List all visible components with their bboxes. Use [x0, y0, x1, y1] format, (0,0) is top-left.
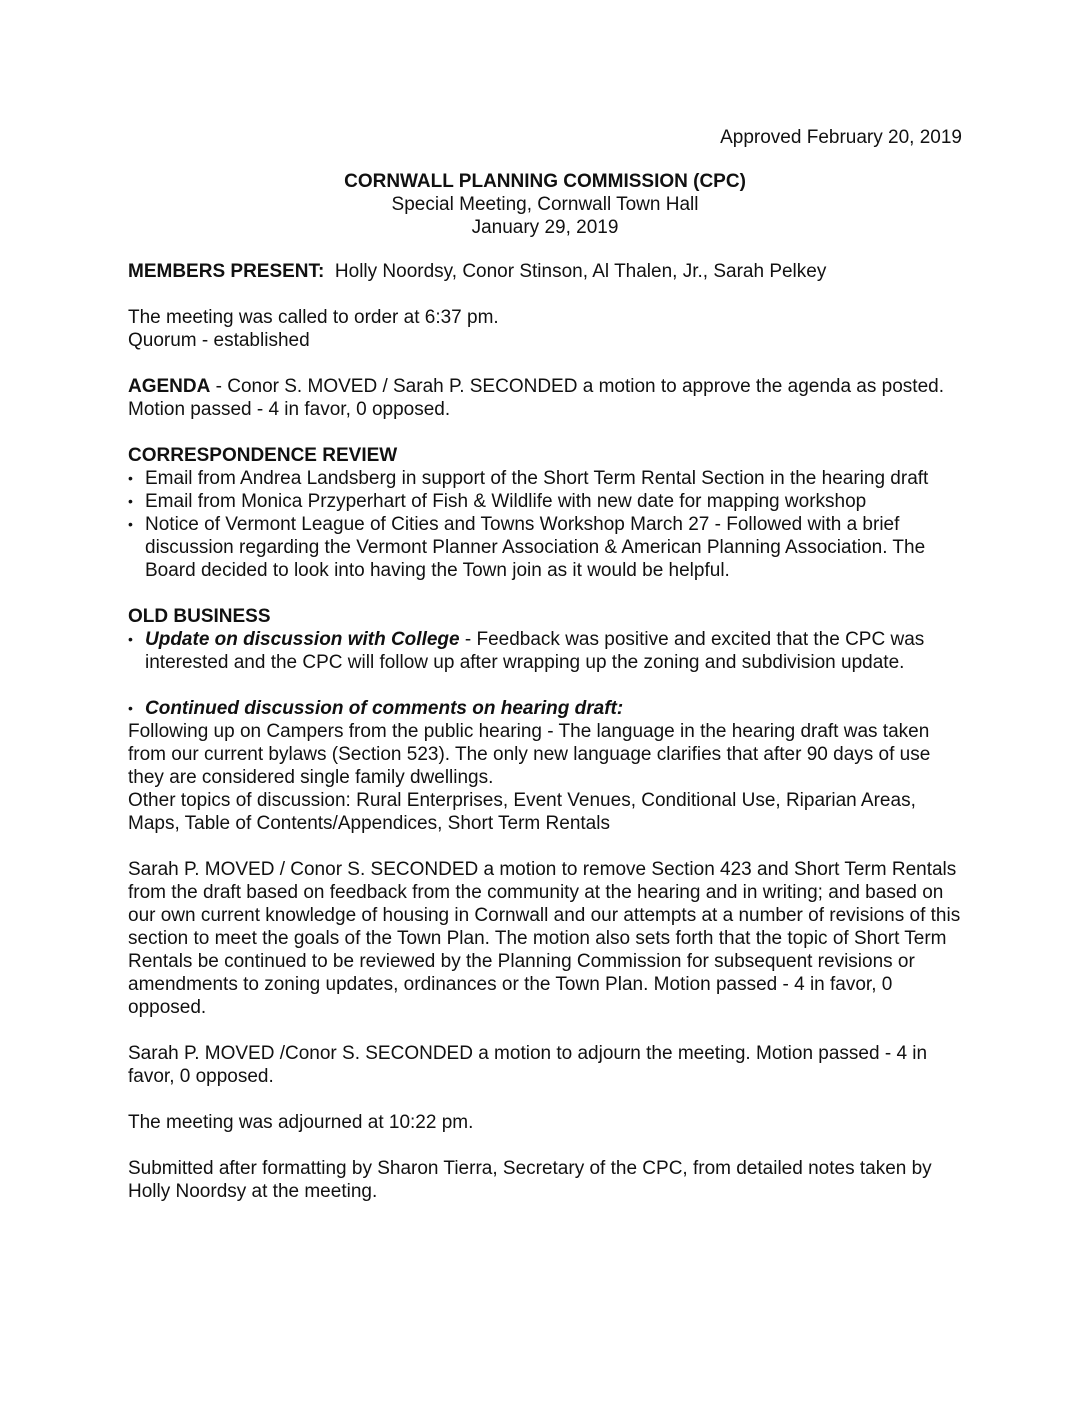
quorum-status: Quorum - established: [128, 330, 310, 351]
motion-adjourn: Sarah P. MOVED /Conor S. SECONDED a motion to adjourn the meeting. Motion passed - 4 in favor, 0 opposed.: [128, 1043, 928, 1087]
agenda-label: AGENDA: [128, 376, 211, 397]
members-names: Holly Noordsy, Conor Stinson, Al Thalen, Jr., Sarah Pelkey: [334, 261, 827, 282]
motion-short-term-rentals: Sarah P. MOVED / Conor S. SECONDED a motion to remove Section 423 and Short Term Rentals from the draft based on feedback from the community at the hearing and in writing; and based on our own current knowledge of housing in Cornwall and our attempts at a number of revisions of this section to meet the goals of the Town Plan. The motion also sets forth that the topic of Short Term Rentals be continued to be reviewed by the Planning Commission for subsequent revisions or amendments to zoning updates, ordinances or the Town Plan. Motion passed - 4 in favor, 0 opposed.: [128, 859, 961, 1018]
college-update-text: - Feedback was positive and excited that the CPC was interested and the CPC will follow up after wrapping up the zoning and subdivision update.: [145, 629, 925, 673]
other-topics: Other topics of discussion: Rural Enterprises, Event Venues, Conditional Use, Riparian Areas, Maps, Table of Contents/Appendices, Short Term Rentals: [128, 790, 916, 834]
members-label: MEMBERS PRESENT:: [128, 261, 325, 282]
meeting-location: Special Meeting, Cornwall Town Hall: [391, 194, 699, 215]
call-to-order: [128, 306, 962, 352]
bullet-icon: •: [128, 631, 133, 647]
agenda-section: [128, 375, 962, 421]
campers-discussion: Following up on Campers from the public hearing - The language in the hearing draft was taken from our current bylaws (Section 523). The only new language clarifies that after 90 days of use they are considered single family dwellings.: [128, 721, 931, 788]
correspondence-title: CORRESPONDENCE REVIEW: [128, 445, 398, 466]
minutes-page: [128, 126, 962, 1226]
call-to-order-time: The meeting was called to order at 6:37 pm.: [128, 307, 499, 328]
hearing-draft-label: Continued discussion of comments on hearing draft:: [145, 698, 624, 719]
correspondence-item-text: Email from Andrea Landsberg in support of the Short Term Rental Section in the hearing draft: [145, 468, 929, 489]
adjourned-time: The meeting was adjourned at 10:22 pm.: [128, 1112, 474, 1133]
list-item: [128, 490, 962, 513]
meeting-date: January 29, 2019: [471, 217, 619, 238]
correspondence-section: [128, 444, 962, 582]
list-item: [128, 467, 962, 490]
organization-title: CORNWALL PLANNING COMMISSION (CPC): [344, 171, 746, 192]
list-item: [128, 697, 962, 720]
old-business-section: [128, 605, 962, 835]
bullet-icon: •: [128, 493, 133, 509]
bullet-icon: •: [128, 700, 133, 716]
list-item: [128, 628, 962, 674]
submitted-by: Submitted after formatting by Sharon Tierra, Secretary of the CPC, from detailed notes taken by Holly Noordsy at the meeting.: [128, 1158, 932, 1202]
correspondence-list: [128, 467, 962, 582]
bullet-icon: •: [128, 516, 133, 532]
correspondence-item-text: Notice of Vermont League of Cities and Towns Workshop March 27 - Followed with a brief discussion regarding the Vermont Planner Association & American Planning Association. The Board decided to look into having the Town join as it would be helpful.: [145, 514, 926, 581]
members-present: [128, 260, 962, 283]
list-item: [128, 513, 962, 582]
bullet-icon: •: [128, 470, 133, 486]
document-header: [128, 170, 962, 239]
approval-date: Approved February 20, 2019: [720, 127, 962, 148]
agenda-text: - Conor S. MOVED / Sarah P. SECONDED a motion to approve the agenda as posted. Motion passed - 4 in favor, 0 opposed.: [128, 376, 944, 420]
college-update-label: Update on discussion with College: [145, 629, 460, 650]
old-business-title: OLD BUSINESS: [128, 606, 271, 627]
correspondence-item-text: Email from Monica Przyperhart of Fish & Wildlife with new date for mapping workshop: [145, 491, 867, 512]
